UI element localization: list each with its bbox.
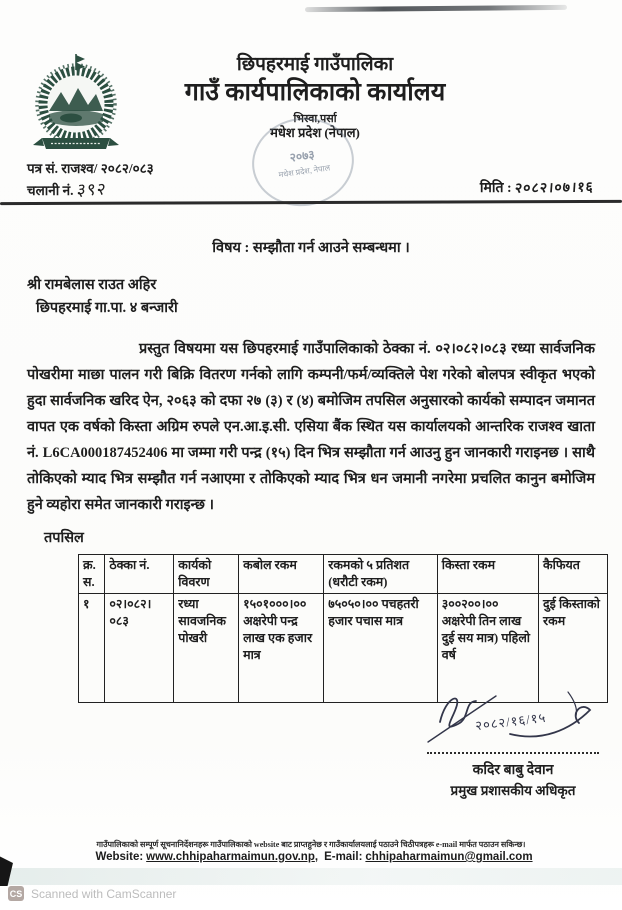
cell-remarks: दुई किस्ताको रकम — [539, 594, 608, 703]
camscanner-text: Scanned with CamScanner — [31, 886, 177, 901]
website-label: Website: — [95, 851, 144, 863]
stamp-text: मधेश प्रदेश, नेपाल — [278, 163, 331, 180]
footer-note: गाउँपालिकाको सम्पूर्ण सूचनानिर्देशनहरू गाउँपालिकाको website बाट प्राप्तहुनेछ र गाउँकार्यालयलाई पठाउने चिठीपत्रहरू e-mail मार्फत पठाउन सकिन्छ। — [96, 840, 526, 849]
dispatch-number-label: चलानी नं. — [27, 183, 74, 198]
signature-area — [413, 686, 613, 750]
nepal-municipal-emblem-icon — [26, 50, 126, 162]
cell-quoted-amount: १५०१०००।०० अक्षरेपी पन्द्र लाख एक हजार मात्र — [239, 594, 324, 703]
signatory-name: कदिर बाबु देवान — [472, 763, 554, 778]
stamp-year: २०७३ — [288, 147, 316, 165]
address-line-1: भिस्वा,पर्सा — [293, 112, 337, 125]
footer-comma: , — [314, 851, 319, 863]
col-installment-amount: किस्ता रकम — [437, 555, 538, 594]
reference-block — [27, 158, 154, 201]
website-link[interactable]: www.chhipaharmaimun.gov.np — [146, 851, 315, 863]
cell-deposit-amount: ७५०५०।०० पचहतरी हजार पचास मात्र — [324, 594, 438, 703]
col-quoted-amount: कबोल रकम — [239, 555, 324, 594]
camscanner-badge-icon: CS — [8, 886, 24, 901]
details-table — [78, 554, 608, 703]
col-deposit-amount: रकमको ५ प्रतिशत (धरौटी रकम) — [324, 555, 438, 594]
footer-links-line — [0, 851, 622, 863]
recipient-block — [27, 274, 178, 320]
subject-line: विषय : सम्झौता गर्न आउने सम्बन्धमा । — [212, 240, 410, 256]
col-work-description: कार्यको विवरण — [174, 555, 239, 594]
address-line-2: मधेश प्रदेश (नेपाल) — [270, 125, 360, 141]
office-name: गाउँ कार्यपालिकाको कार्यालय — [184, 78, 446, 106]
email-link[interactable]: chhipaharmaimun@gmail.com — [365, 851, 533, 863]
letterhead — [130, 54, 500, 141]
signature-dotted-line — [427, 750, 599, 754]
cell-installment-amount: ३००२००।०० अक्षरेपी तिन लाख दुई सय मात्र) पहिलो वर्ष — [437, 594, 538, 703]
signatory-title: प्रमुख प्रशासकीय अधिकृत — [450, 783, 576, 798]
signature-handwritten-date: २०८२/१६/१५ — [474, 709, 548, 734]
date-value: २०८२।०७।१६ — [514, 180, 595, 197]
dispatch-number-value: ३९२ — [75, 179, 108, 200]
camscanner-watermark — [8, 886, 176, 901]
cell-work-description: रध्या सावजनिक पोखरी — [174, 594, 239, 703]
municipality-name: छिपहरमाई गाउँपालिका — [236, 54, 394, 75]
recipient-name: श्री रामबेलास राउत अहिर — [27, 277, 157, 293]
table-header-row — [79, 555, 608, 594]
dispatch-number-line — [27, 179, 154, 201]
cell-contract-no: ०२।०८२।०८३ — [105, 594, 174, 703]
col-remarks: कैफियत — [539, 555, 608, 594]
letter-number: पत्र सं. राजश्व/ २०८२/०८३ — [27, 161, 154, 176]
col-contract-no: ठेक्का नं. — [105, 555, 174, 594]
date-label: मिति : — [479, 181, 512, 196]
email-label: E-mail: — [324, 851, 363, 863]
top-scan-artifact — [305, 5, 567, 12]
col-serial-no: क्र. स. — [79, 555, 105, 594]
tapasil-heading: तपसिल — [44, 530, 84, 546]
cell-serial-no: १ — [79, 594, 105, 703]
body-paragraph: प्रस्तुत विषयमा यस छिपहरमाई गाउँपालिकाको ठेक्का नं. ०२।०८२।०८३ रध्या सार्वजनिक पोखरीमा माछा पालन गरी बिक्रि वितरण गर्नको लागि कम्पनी/फर्म/व्यक्तिले पेश गरेको बोलपत्र स्वीकृत भएको हुदा सार्वजनिक खरिद ऐन, २०६३ को दफा २७ (३) र (४) बमोजिम तपसिल अनुसारको कार्यको सम्पादन जमानत वापत एक वर्षको किस्ता अग्रिम रुपले एन.आ.इ.सी. एसिया बैंक स्थित यस कार्यालयको आन्तरिक राजश्व खाता नं. L6CA000187452406 मा जम्मा गरी पन्द्र (१५) दिन भित्र सम्झौता गर्न आउनु हुन जानकारी गराइनछ । साथै तोकिएको म्याद भित्र सम्झौत गर्न नआएमा र तोकिएको म्याद भित्र धन जमानी नगरेमा प्रचलित कानुन बमोजिम हुने व्यहोरा समेत जानकारी गराइन्छ । — [27, 341, 595, 513]
date-line — [480, 178, 594, 197]
scan-background-strip — [0, 868, 622, 885]
recipient-address: छिपहरमाई गा.पा. ४ बन्जारी — [36, 300, 178, 316]
signature-block — [413, 686, 613, 799]
